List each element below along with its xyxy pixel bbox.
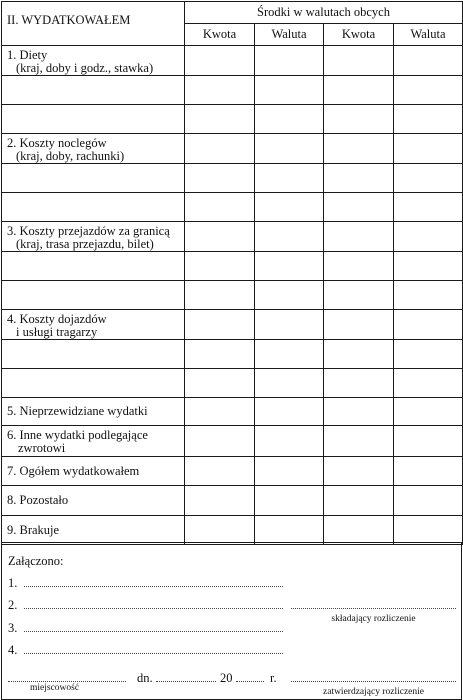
cell-waluta[interactable] [394,486,463,516]
row-subtitle: (kraj, doby, rachunki) [16,149,125,163]
row-subtitle: (kraj, trasa przejazdu, bilet) [16,237,154,251]
cell-kwota[interactable] [324,398,394,426]
dotted-fill-line [24,653,283,654]
cell-kwota[interactable] [324,46,394,76]
blank-label-cell[interactable] [2,340,185,369]
row-label-noclegi [2,134,185,164]
cell-waluta[interactable] [394,281,463,310]
cell-kwota[interactable] [324,164,394,193]
cell-kwota[interactable] [185,164,255,193]
row-title: 6. Inne wydatki podlegające [7,428,148,442]
dotted-fill-line [291,681,456,682]
row-label-dojazdy [2,310,185,340]
cell-kwota[interactable] [185,105,255,134]
cell-waluta[interactable] [255,516,324,545]
cell-kwota[interactable] [185,486,255,516]
cell-kwota[interactable] [324,76,394,105]
cell-kwota[interactable] [324,252,394,281]
attachment-line[interactable] [8,576,283,590]
day-label: dn. [137,671,153,685]
year-suffix: r. [270,671,277,685]
dotted-fill-line [24,586,283,587]
cell-kwota[interactable] [324,281,394,310]
attachment-number: 1. [8,576,18,590]
attachment-line[interactable] [8,621,283,635]
expenses-table [1,1,463,545]
row-label-diety [2,46,185,76]
year-prefix: 20 [220,671,233,685]
place-dotted-line [8,681,126,682]
cell-waluta[interactable] [255,281,324,310]
row-title: 1. Diety [7,48,48,62]
row-label-nieprzewidziane: 5. Nieprzewidziane wydatki [2,398,185,426]
cell-kwota[interactable] [324,369,394,398]
cell-kwota[interactable] [324,105,394,134]
cell-kwota[interactable] [324,486,394,516]
cell-waluta[interactable] [394,193,463,222]
row-subtitle: (kraj, doby i godz., stawka) [16,61,154,75]
blank-label-cell[interactable] [2,193,185,222]
cell-kwota[interactable] [324,426,394,457]
cell-waluta[interactable] [255,426,324,457]
cell-waluta[interactable] [394,76,463,105]
year-dotted-line [236,681,264,682]
cell-waluta[interactable] [255,252,324,281]
cell-kwota[interactable] [185,281,255,310]
blank-label-cell[interactable] [2,281,185,310]
cell-kwota[interactable] [185,369,255,398]
cell-waluta[interactable] [255,457,324,486]
settler-signature-caption: składający rozliczenie [331,614,416,624]
row-label-inne [2,426,185,457]
cell-waluta[interactable] [394,516,463,545]
settler-signature-field[interactable] [291,598,456,626]
cell-waluta[interactable] [255,222,324,252]
cell-waluta[interactable] [255,46,324,76]
column-header-currency-2: Waluta [394,24,463,46]
cell-waluta[interactable] [394,369,463,398]
cell-kwota[interactable] [185,252,255,281]
cell-waluta[interactable] [255,193,324,222]
cell-kwota[interactable] [324,222,394,252]
cell-waluta[interactable] [394,134,463,164]
attachment-line[interactable] [8,643,283,657]
row-label-przejazdy [2,222,185,252]
cell-waluta[interactable] [255,340,324,369]
column-header-amount-2: Kwota [324,24,394,46]
blank-label-cell[interactable] [2,164,185,193]
cell-kwota[interactable] [324,134,394,164]
cell-kwota[interactable] [324,516,394,545]
cell-kwota[interactable] [185,134,255,164]
cell-kwota[interactable] [324,193,394,222]
cell-waluta[interactable] [255,134,324,164]
cell-kwota[interactable] [185,340,255,369]
row-title: 3. Koszty przejazdów za granicą [7,224,170,238]
cell-kwota[interactable] [185,426,255,457]
cell-waluta[interactable] [255,164,324,193]
place-date-field[interactable] [8,671,298,697]
currency-header: Środki w walutach obcych [185,2,463,24]
cell-kwota[interactable] [324,340,394,369]
column-header-currency-1: Waluta [255,24,324,46]
cell-kwota[interactable] [185,310,255,340]
blank-label-cell[interactable] [2,252,185,281]
cell-waluta[interactable] [394,252,463,281]
cell-waluta[interactable] [255,398,324,426]
cell-kwota[interactable] [324,457,394,486]
cell-waluta[interactable] [394,398,463,426]
blank-label-cell[interactable] [2,76,185,105]
cell-waluta[interactable] [394,222,463,252]
cell-kwota[interactable] [185,398,255,426]
blank-label-cell[interactable] [2,369,185,398]
cell-waluta[interactable] [255,310,324,340]
row-label-pozostalo: 8. Pozostało [2,486,185,516]
cell-kwota[interactable] [185,457,255,486]
approver-signature-field[interactable] [291,671,456,699]
row-label-brakuje: 9. Brakuje [2,516,185,545]
cell-waluta[interactable] [394,310,463,340]
cell-kwota[interactable] [324,310,394,340]
attachments-title: Załączono: [8,554,64,568]
attachment-number: 4. [8,643,18,657]
row-subtitle: i usługi tragarzy [16,325,98,339]
cell-waluta[interactable] [394,426,463,457]
row-label-ogolem: 7. Ogółem wydatkowałem [2,457,185,486]
cell-waluta[interactable] [394,457,463,486]
cell-waluta[interactable] [394,46,463,76]
approver-signature-caption: zatwierdzający rozliczenie [323,687,424,697]
cell-waluta[interactable] [394,164,463,193]
cell-waluta[interactable] [255,76,324,105]
attachments-section [1,542,462,700]
cell-waluta[interactable] [255,369,324,398]
cell-kwota[interactable] [185,193,255,222]
column-header-amount-1: Kwota [185,24,255,46]
attachment-number: 3. [8,621,18,635]
cell-kwota[interactable] [185,46,255,76]
row-title: 4. Koszty dojazdów [7,312,107,326]
cell-waluta[interactable] [394,340,463,369]
attachment-line[interactable] [8,598,283,612]
cell-kwota[interactable] [185,222,255,252]
place-caption: miejscowość [30,683,80,693]
dotted-fill-line [24,631,283,632]
cell-waluta[interactable] [255,105,324,134]
row-subtitle: zwrotowi [18,441,66,455]
blank-label-cell[interactable] [2,105,185,134]
dotted-fill-line [24,608,283,609]
cell-kwota[interactable] [185,516,255,545]
dotted-fill-line [291,608,456,609]
row-title: 2. Koszty noclegów [7,136,107,150]
cell-kwota[interactable] [185,76,255,105]
cell-waluta[interactable] [394,105,463,134]
attachment-number: 2. [8,598,18,612]
section-title: II. WYDATKOWAŁEM [2,2,185,46]
cell-waluta[interactable] [255,486,324,516]
date-dotted-line [156,681,216,682]
